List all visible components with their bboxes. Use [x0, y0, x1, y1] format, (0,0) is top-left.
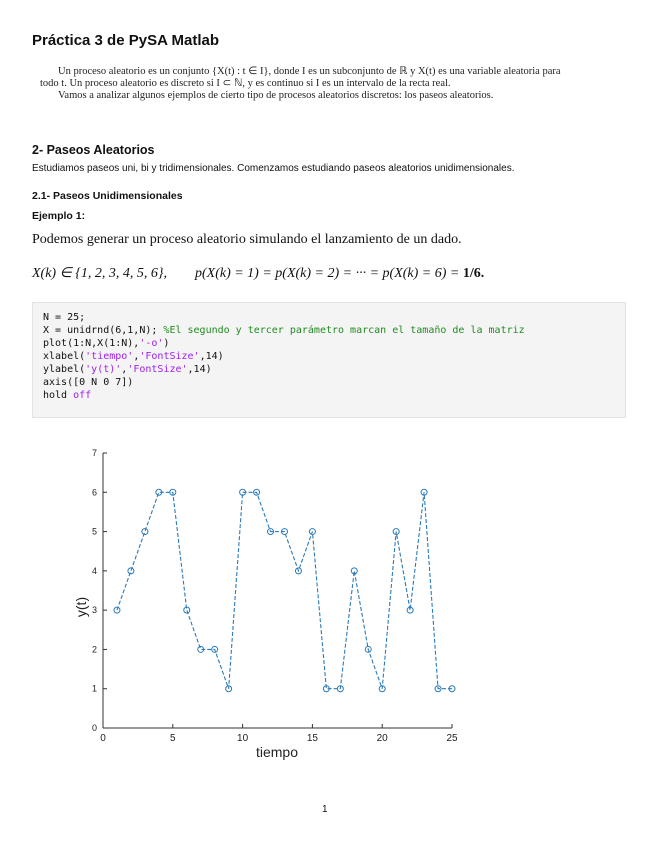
line-chart: [0, 435, 655, 775]
code-comment: %El segundo y tercer parámetro marcan el tamaño de la matriz: [163, 325, 525, 336]
y-tick-label: 3: [91, 605, 97, 616]
chart-ticks: [92, 448, 458, 744]
y-tick-label: 7: [91, 448, 97, 458]
code-line-7: hold off: [43, 390, 92, 401]
chart-series: [114, 489, 455, 691]
y-tick-label: 4: [91, 565, 97, 576]
y-axis-label: y(t): [73, 596, 89, 618]
code-line-3: plot(1:N,X(1:N),'-o'): [43, 338, 170, 349]
x-tick-label: 0: [100, 733, 106, 744]
example-heading: Ejemplo 1:: [32, 210, 86, 222]
code-line-6: axis([0 N 0 7]): [43, 377, 134, 388]
x-tick-label: 25: [446, 733, 458, 744]
x-tick-label: 20: [376, 733, 388, 744]
code-line-4: xlabel('tiempo','FontSize',14): [43, 351, 224, 362]
code-line-1: N = 25;: [43, 312, 86, 323]
math-left: X(k) ∈ {1, 2, 3, 4, 5, 6},: [32, 266, 167, 281]
math-formula: [32, 265, 484, 282]
section-heading: 2- Paseos Aleatorios: [32, 143, 155, 157]
y-tick-label: 6: [91, 487, 97, 498]
x-tick-label: 15: [306, 733, 318, 744]
x-tick-label: 10: [237, 733, 249, 744]
page-number: 1: [322, 804, 328, 815]
x-tick-label: 5: [170, 733, 176, 744]
code-block: [32, 302, 626, 418]
x-axis-label: tiempo: [255, 744, 299, 760]
math-value: 1/6.: [462, 266, 485, 281]
series-line: [117, 492, 452, 688]
y-tick-label: 1: [91, 683, 97, 694]
intro-paragraph-2: Vamos a analizar algunos ejemplos de cierto tipo de procesos aleatorios discretos: los paseos aleatorios.: [58, 90, 494, 101]
math-right: p(X(k) = 1) = p(X(k) = 2) = ··· = p(X(k) = 6) =: [194, 266, 463, 281]
y-tick-label: 0: [91, 723, 97, 733]
code-line-5: ylabel('y(t)','FontSize',14): [43, 364, 212, 375]
data-point: [142, 529, 148, 535]
page-title: Práctica 3 de PySA Matlab: [32, 32, 220, 49]
intro-paragraph-1: Un proceso aleatorio es un conjunto {X(t) : t ∈ I}, donde I es un subconjunto de ℝ y X(t) es una variable aleatoria para todo t. Un proceso aleatorio es discreto si I ⊂ ℕ, y es continuo si I es un intervalo de la recta real.: [40, 66, 561, 89]
y-tick-label: 2: [91, 644, 97, 655]
subsection-heading: 2.1- Paseos Unidimensionales: [32, 190, 183, 202]
data-point: [128, 568, 134, 574]
chart-axes: [103, 453, 452, 728]
example-text: Podemos generar un proceso aleatorio simulando el lanzamiento de un dado.: [32, 232, 462, 247]
y-tick-label: 5: [91, 526, 97, 537]
code-line-2: X = unidrnd(6,1,N); %El segundo y tercer parámetro marcan el tamaño de la matriz: [43, 325, 525, 336]
section-text: Estudiamos paseos uni, bi y tridimensionales. Comenzamos estudiando paseos aleatorios unidimensionales.: [32, 163, 515, 174]
intro-paragraphs: [40, 66, 570, 102]
